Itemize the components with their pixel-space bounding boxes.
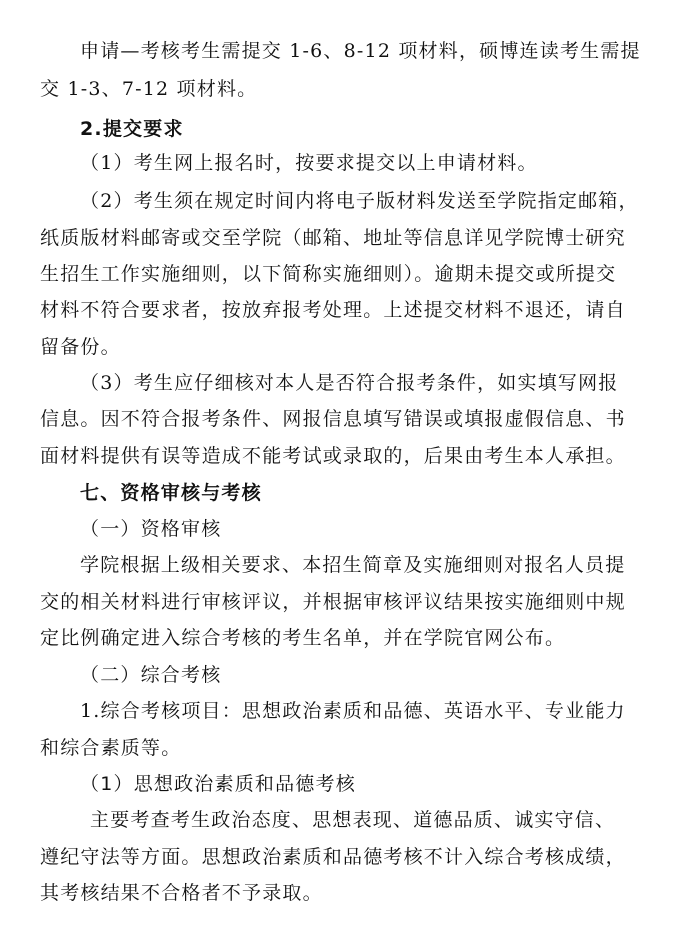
text-line: 交的相关材料进行审核评议，并根据审核评议结果按实施细则中规 — [40, 591, 626, 613]
subsection-heading: （二）综合考核 — [80, 664, 222, 686]
text-line: 交 1-3、7-12 项材料。 — [40, 78, 258, 100]
text-line: 学院根据上级相关要求、本招生简章及实施细则对报名人员提 — [80, 554, 626, 576]
text-line: 主要考查考生政治态度、思想表现、道德品质、诚实守信、 — [90, 809, 616, 831]
text-line: 材料不符合要求者，按放弃报考处理。上述提交材料不退还，请自 — [40, 299, 626, 321]
text-line: 纸质版材料邮寄或交至学院（邮箱、地址等信息详见学院博士研究 — [40, 227, 626, 249]
section-heading: 七、资格审核与考核 — [80, 482, 262, 504]
text-line: （3）考生应仔细核对本人是否符合报考条件，如实填写网报 — [80, 372, 619, 394]
text-line: 申请—考核考生需提交 1-6、8-12 项材料，硕博连读考生需提 — [80, 40, 641, 62]
text-line: 面材料提供有误等造成不能考试或录取的，后果由考生本人承担。 — [40, 445, 626, 467]
text-line: 和综合素质等。 — [40, 737, 182, 759]
text-line: 遵纪守法等方面。思想政治素质和品德考核不计入综合考核成绩， — [40, 846, 626, 868]
section-heading: 2.提交要求 — [80, 118, 184, 140]
text-line: 生招生工作实施细则，以下简称实施细则）。逾期未提交或所提交 — [40, 263, 617, 285]
text-line: 1.综合考核项目：思想政治素质和品德、英语水平、专业能力 — [80, 700, 626, 722]
text-line: 留备份。 — [40, 336, 121, 358]
subsection-heading: （一）资格审核 — [80, 518, 222, 540]
text-line: 其考核结果不合格者不予录取。 — [40, 882, 323, 904]
subsection-heading: （1）思想政治素质和品德考核 — [80, 773, 356, 795]
text-line: 定比例确定进入综合考核的考生名单，并在学院官网公布。 — [40, 627, 566, 649]
text-line: 信息。因不符合报考条件、网报信息填写错误或填报虚假信息、书 — [40, 408, 626, 430]
text-line: （1）考生网上报名时，按要求提交以上申请材料。 — [80, 152, 538, 174]
text-line: （2）考生须在规定时间内将电子版材料发送至学院指定邮箱， — [80, 190, 639, 212]
